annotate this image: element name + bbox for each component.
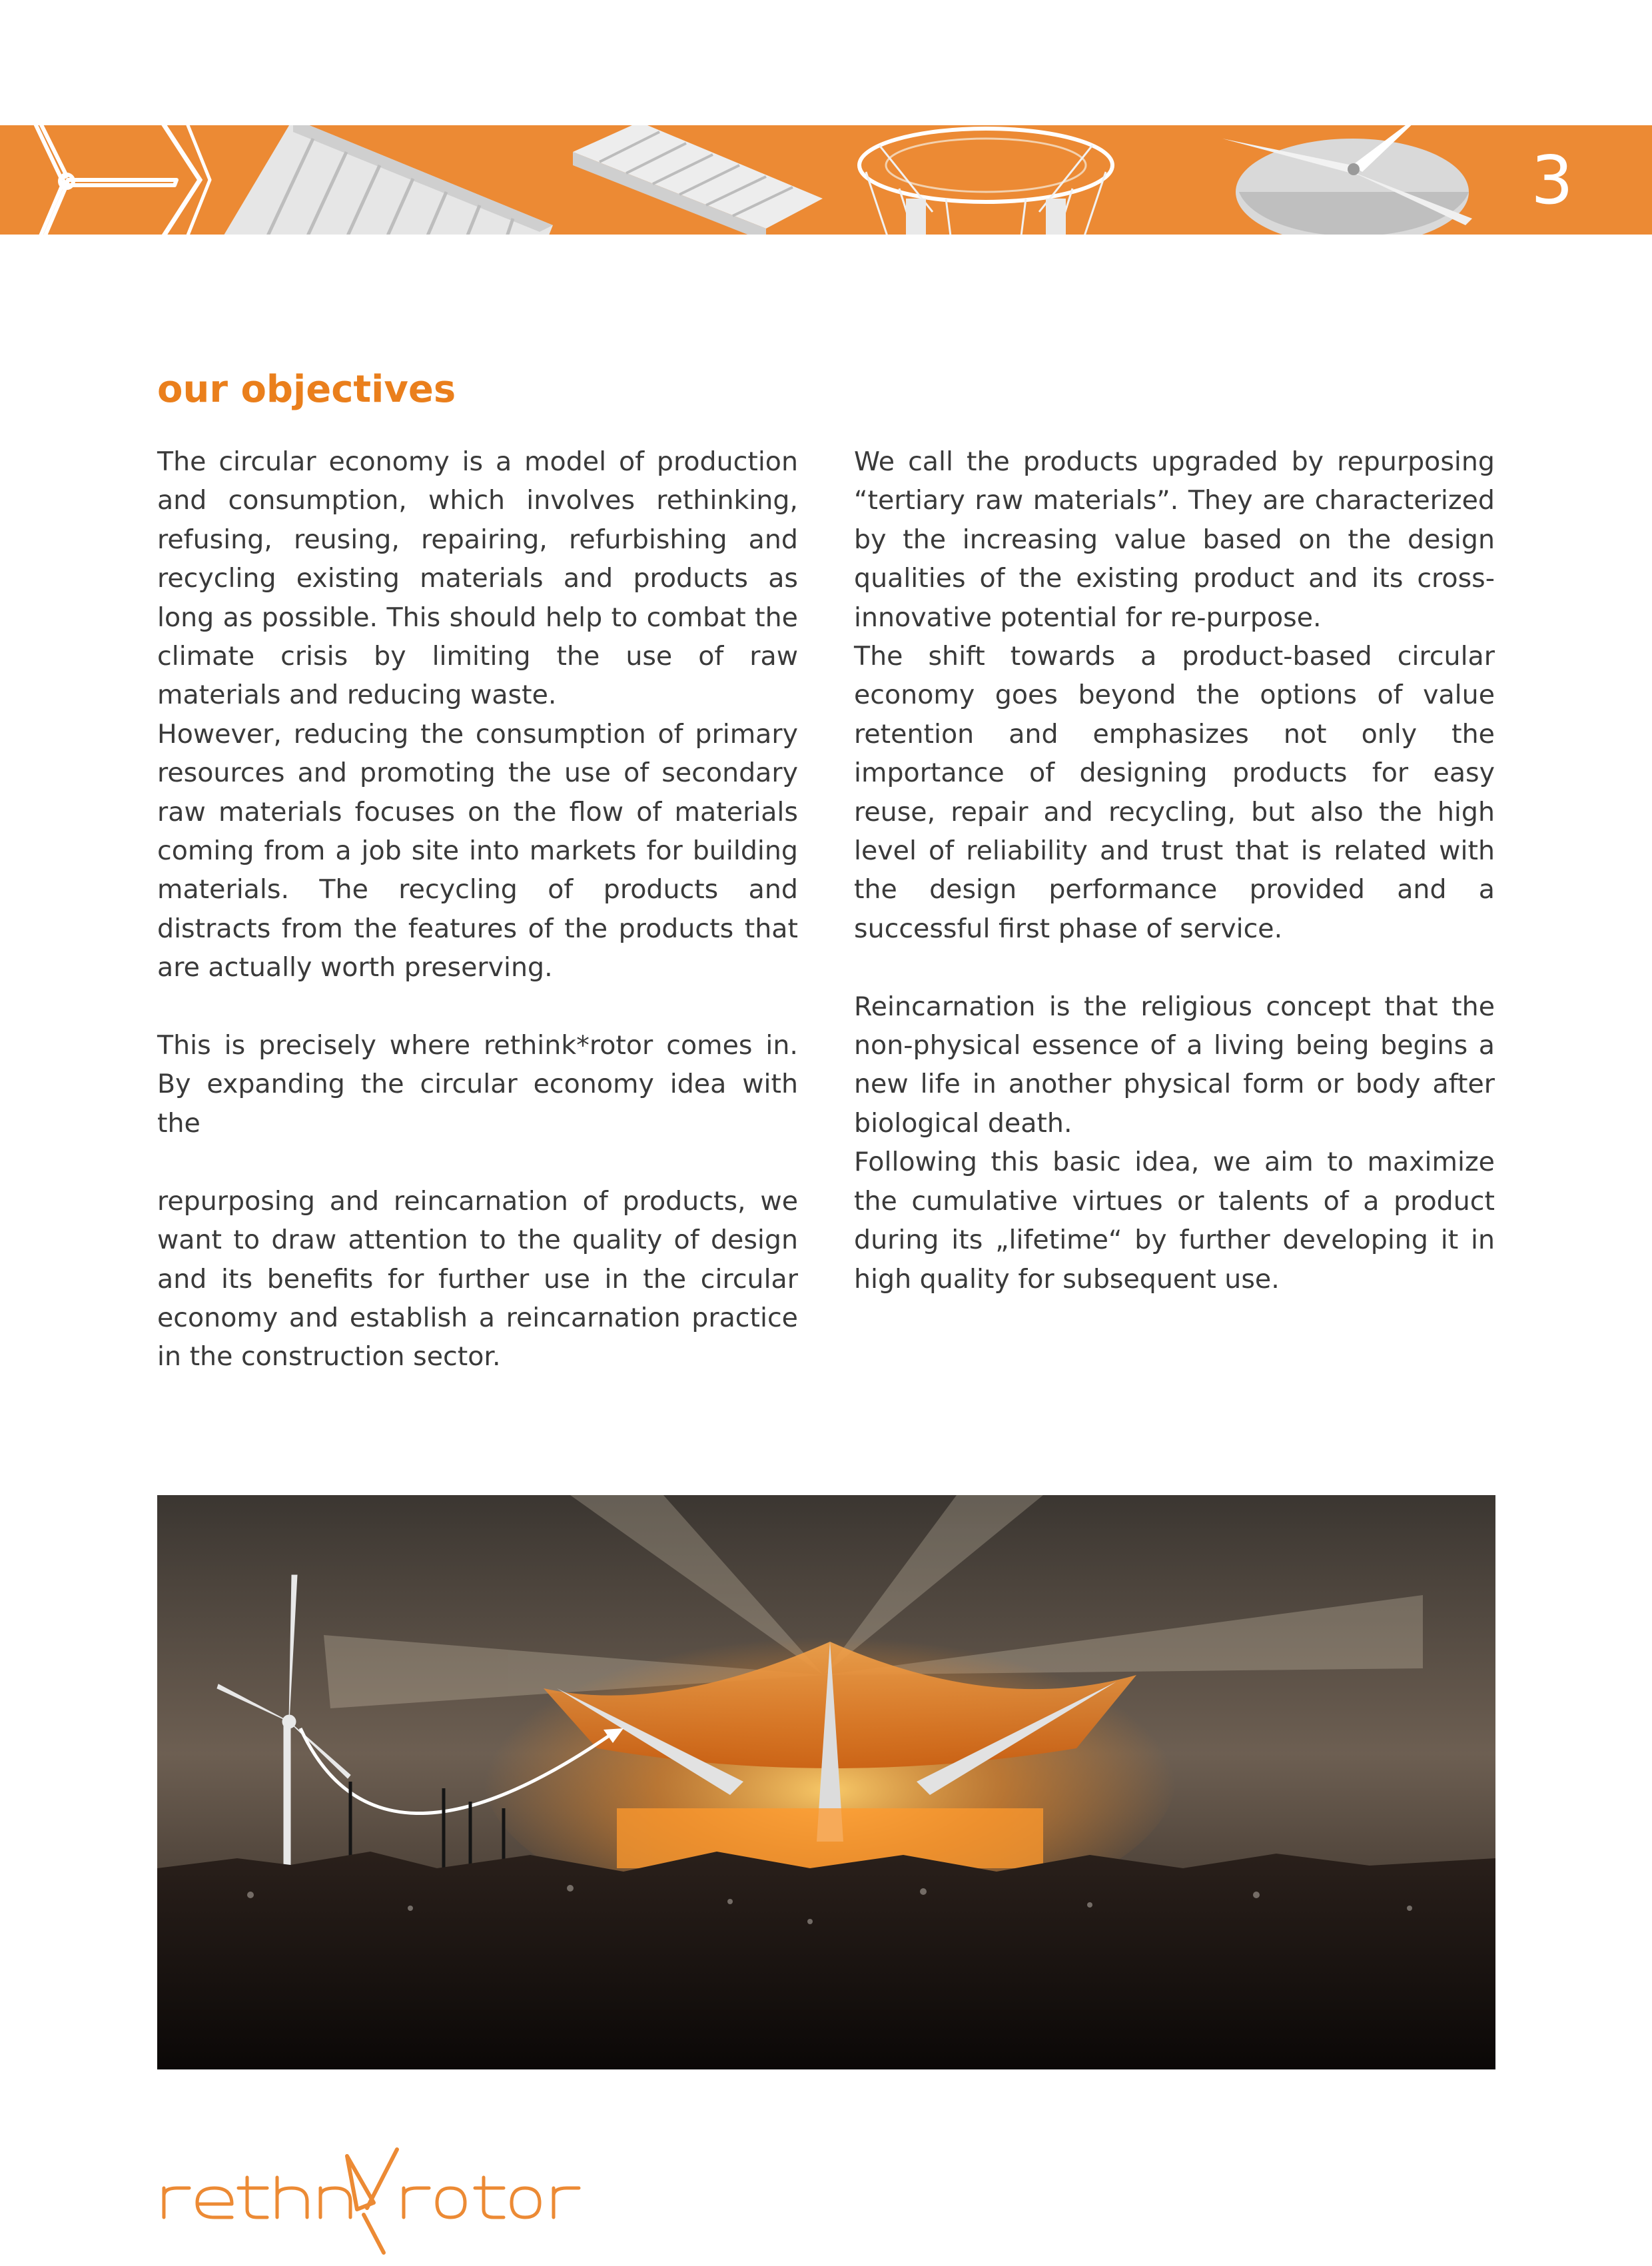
left-text-column: [157, 442, 798, 1377]
header-banner: [0, 125, 1652, 235]
concert-stage-image: [157, 1495, 1495, 2069]
paragraph: repurposing and reincarnation of products, we want to draw attention to the quality of design and its benefits for further use in the circular economy and establish a reincarnation practice in the construction sector.: [157, 1185, 798, 1373]
rotor-pavilion-icon: [1222, 125, 1472, 235]
right-text-column: [854, 442, 1495, 1299]
paragraph: The shift towards a product-based circular economy goes beyond the options of value retention and emphasizes not only the importance of designing products for easy reuse, repair and recycling, but also the high level of reliability and trust that is related with the design performance provided and a successful first phase of service.: [854, 641, 1495, 944]
crowd: [157, 1852, 1495, 2069]
page-number: 3: [1531, 141, 1573, 219]
wind-turbine-icon: [23, 125, 177, 235]
section-title: our objectives: [157, 368, 456, 411]
logo-artwork: [157, 2129, 597, 2256]
folded-structure-icon: [573, 125, 823, 235]
paragraph: Reincarnation is the religious concept that the non-physical essence of a living being begins a new life in another physical form or body after biological death.: [854, 991, 1495, 1139]
stage-scene: [157, 1495, 1495, 2069]
roof-structure-icon: [220, 125, 553, 235]
paragraph: This is precisely where rethink*rotor comes in. By expanding the circular economy idea with the: [157, 1030, 798, 1139]
paragraph: We call the products upgraded by repurposing “tertiary raw materials”. They are characterized by the increasing value based on the design qualities of the existing product and its cross-innovative potential for re-purpose.: [854, 446, 1495, 633]
stadium-structure-icon: [859, 129, 1112, 235]
paragraph: The circular economy is a model of production and consumption, which involves rethinking, refusing, reusing, repairing, refurbishing and recycling existing materials and products as long as possible. This should help to combat the climate crisis by limiting the use of raw materials and reducing waste.: [157, 446, 798, 711]
banner-illustrations: [0, 125, 1652, 235]
paragraph: However, reducing the consumption of primary resources and promoting the use of secondary raw materials focuses on the flow of materials coming from a job site into markets for building materials. The recycling of products and distracts from the features of the products that are actually worth preserving.: [157, 718, 798, 983]
rethink-rotor-logo: [157, 2129, 597, 2259]
paragraph: Following this basic idea, we aim to maximize the cumulative virtues or talents of a product during its „lifetime“ by further developing it in high quality for subsequent use.: [854, 1147, 1495, 1295]
